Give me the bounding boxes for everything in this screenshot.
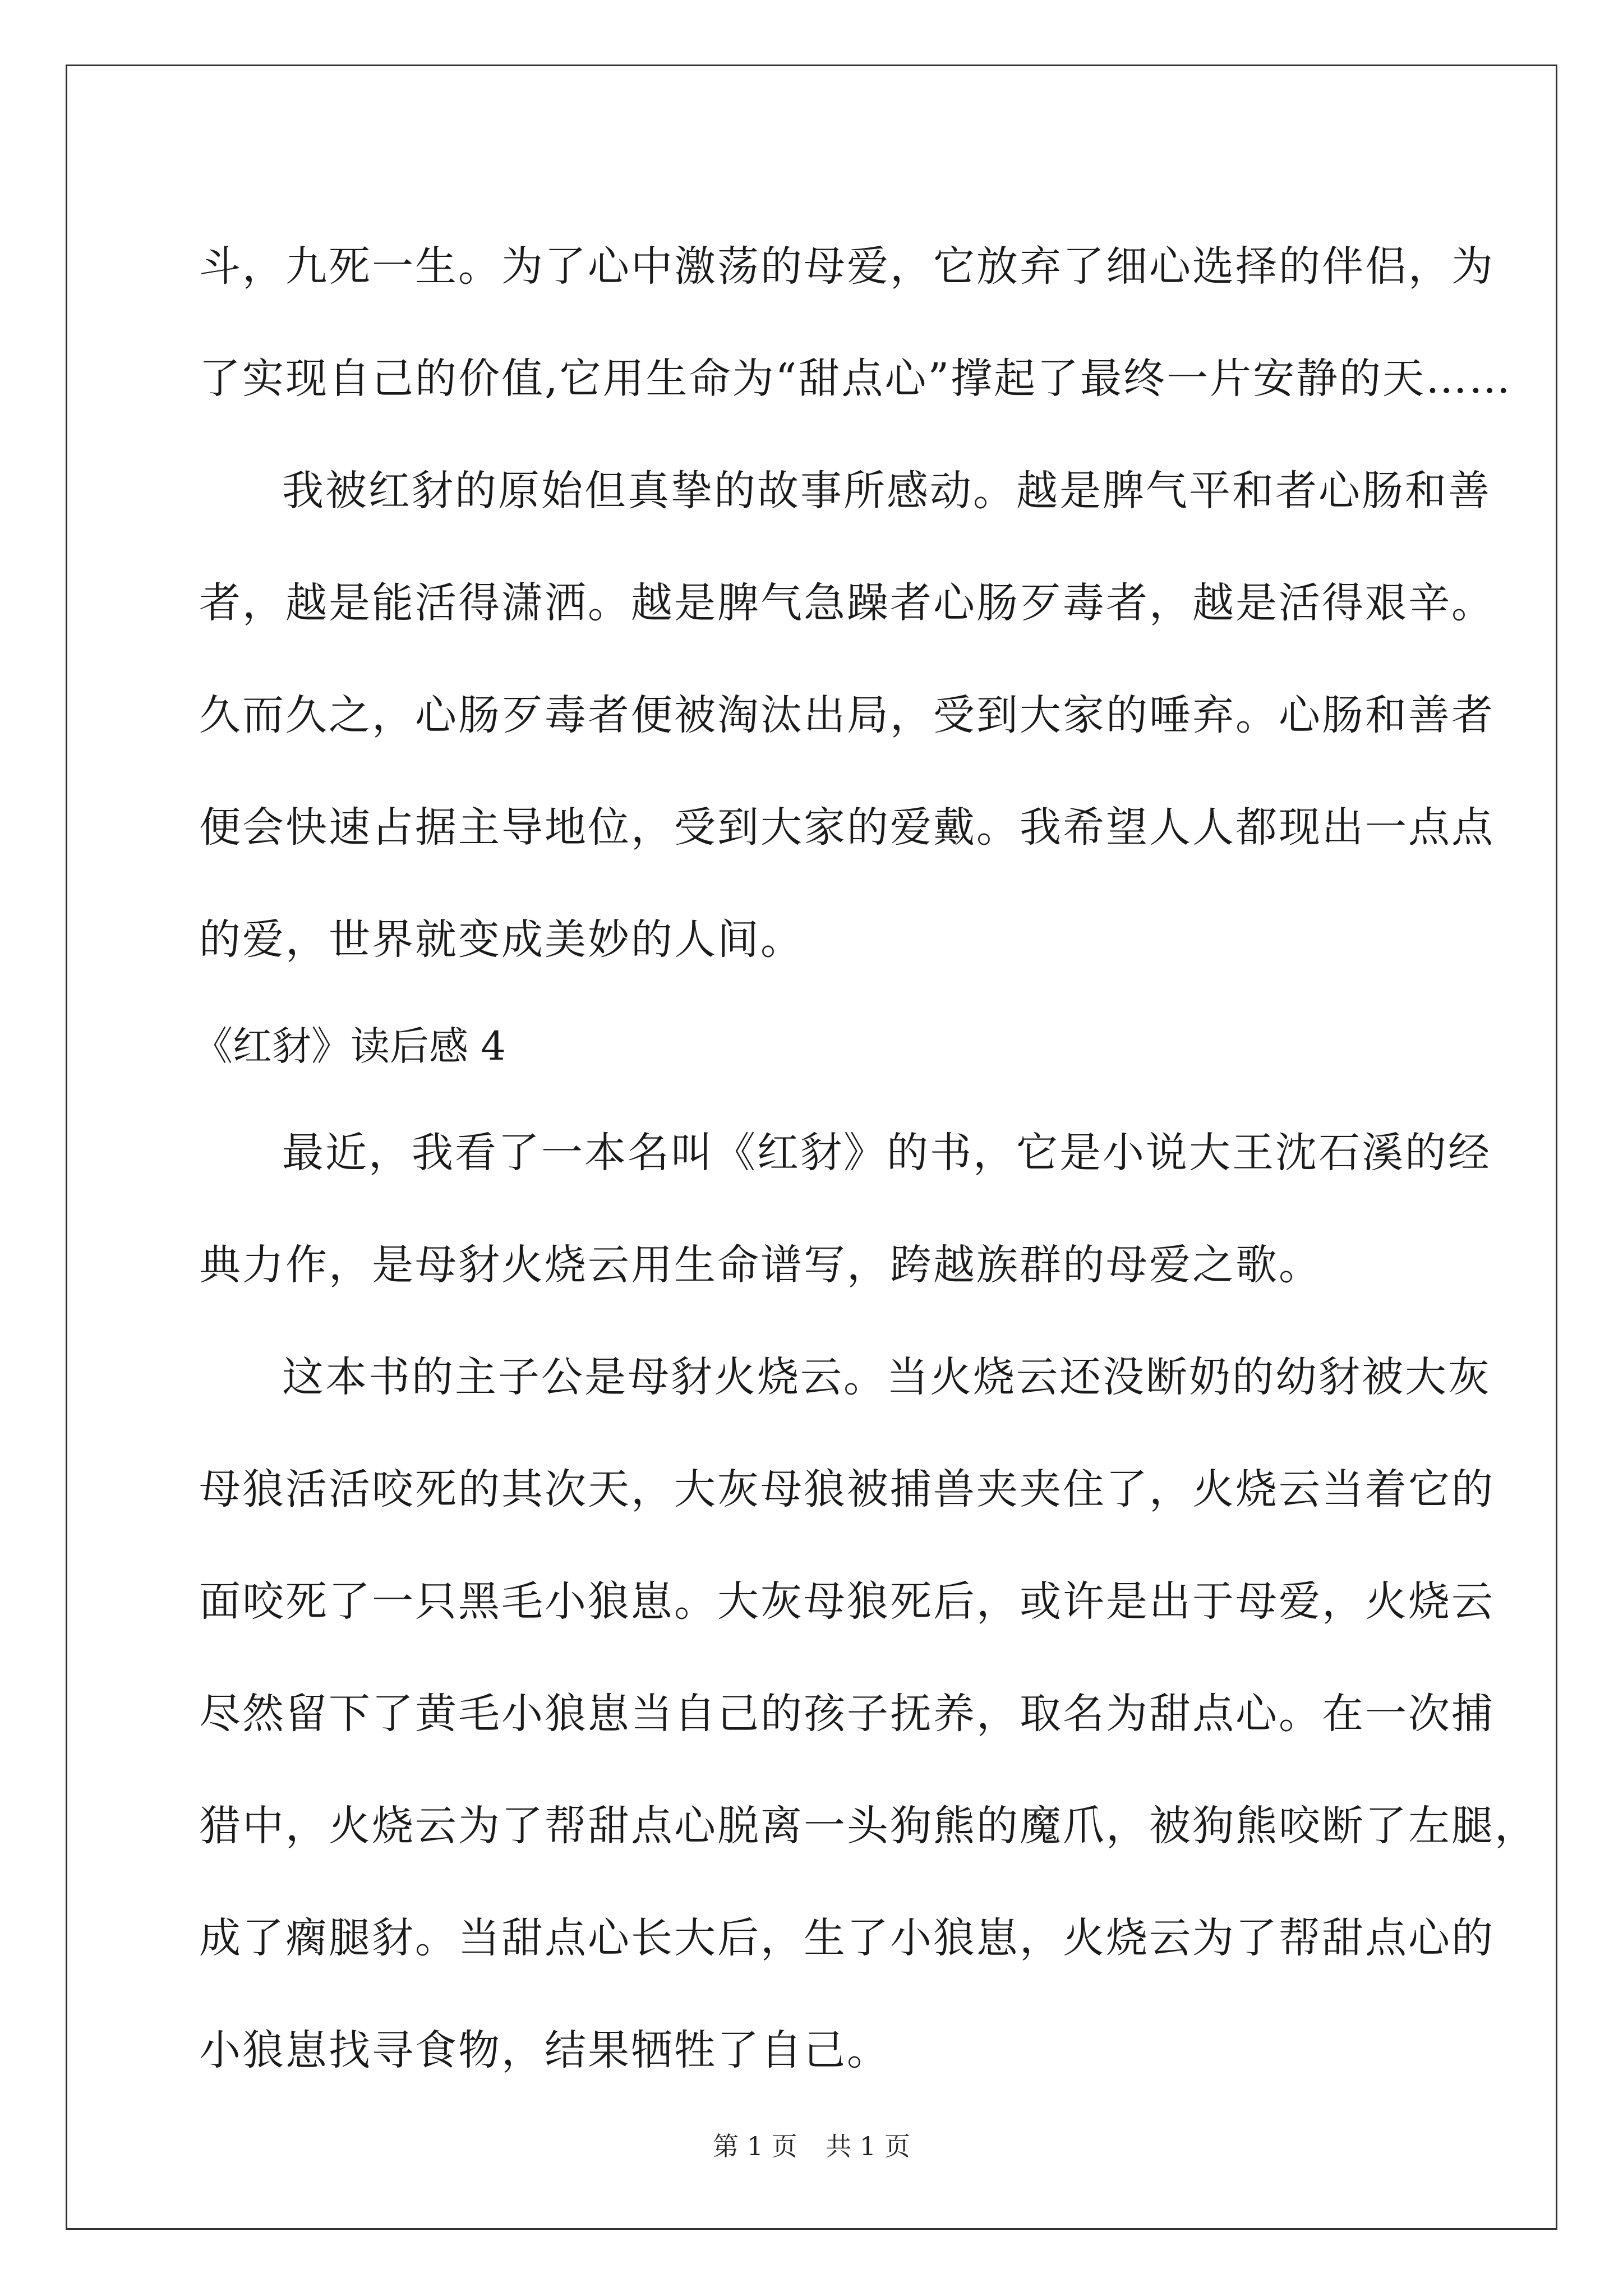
page-number: 第 1 页 bbox=[713, 2131, 797, 2161]
text-line: 典力作，是母豺火烧云用生命谱写，跨越族群的母爱之歌。 bbox=[199, 1241, 1322, 1289]
page-total: 共 1 页 bbox=[826, 2131, 910, 2161]
text-line: 者，越是能活得潇洒。越是脾气急躁者心肠歹毒者，越是活得艰辛。 bbox=[199, 579, 1495, 627]
document-body bbox=[193, 210, 1538, 2106]
text-line: 我被红豺的原始但真挚的故事所感动。越是脾气平和者心肠和善 bbox=[282, 467, 1491, 515]
text-line: 的爱，世界就变成美妙的人间。 bbox=[199, 915, 804, 964]
text-line: 尽然留下了黄毛小狼崽当自己的孩子抚养，取名为甜点心。在一次捕 bbox=[199, 1690, 1495, 1738]
text-line: 这本书的主子公是母豺火烧云。当火烧云还没断奶的幼豺被大灰 bbox=[282, 1353, 1491, 1401]
page-footer bbox=[0, 2126, 1623, 2163]
section-heading: 《红豺》读后感 4 bbox=[193, 1023, 506, 1069]
paragraph-continued bbox=[199, 210, 1513, 435]
text-line: 猎中，火烧云为了帮甜点心脱离一头狗熊的魔爪，被狗熊咬断了左腿， bbox=[199, 1802, 1538, 1850]
text-line: 久而久之，心肠歹毒者便被淘汰出局，受到大家的唾弃。心肠和善者 bbox=[199, 691, 1495, 739]
paragraph bbox=[199, 1097, 1491, 1321]
text-line: 最近，我看了一本名叫《红豺》的书，它是小说大王沈石溪的经 bbox=[282, 1129, 1491, 1177]
text-line: 便会快速占据主导地位，受到大家的爱戴。我希望人人都现出一点点 bbox=[199, 803, 1495, 852]
text-line: 了实现自己的价值,它用生命为“甜点心”撑起了最终一片安静的天…… bbox=[199, 355, 1513, 403]
text-line: 母狼活活咬死的其次天，大灰母狼被捕兽夹夹住了，火烧云当着它的 bbox=[199, 1465, 1495, 1513]
paragraph bbox=[199, 1321, 1538, 2106]
text-line: 面咬死了一只黑毛小狼崽。大灰母狼死后，或许是出于母爱，火烧云 bbox=[199, 1577, 1495, 1626]
text-line: 斗，九死一生。为了心中激荡的母爱，它放弃了细心选择的伴侣，为 bbox=[199, 242, 1495, 291]
text-line: 小狼崽找寻食物，结果牺牲了自己。 bbox=[199, 2026, 890, 2074]
paragraph bbox=[199, 435, 1495, 996]
text-line: 成了瘸腿豺。当甜点心长大后，生了小狼崽，火烧云为了帮甜点心的 bbox=[199, 1914, 1495, 1962]
